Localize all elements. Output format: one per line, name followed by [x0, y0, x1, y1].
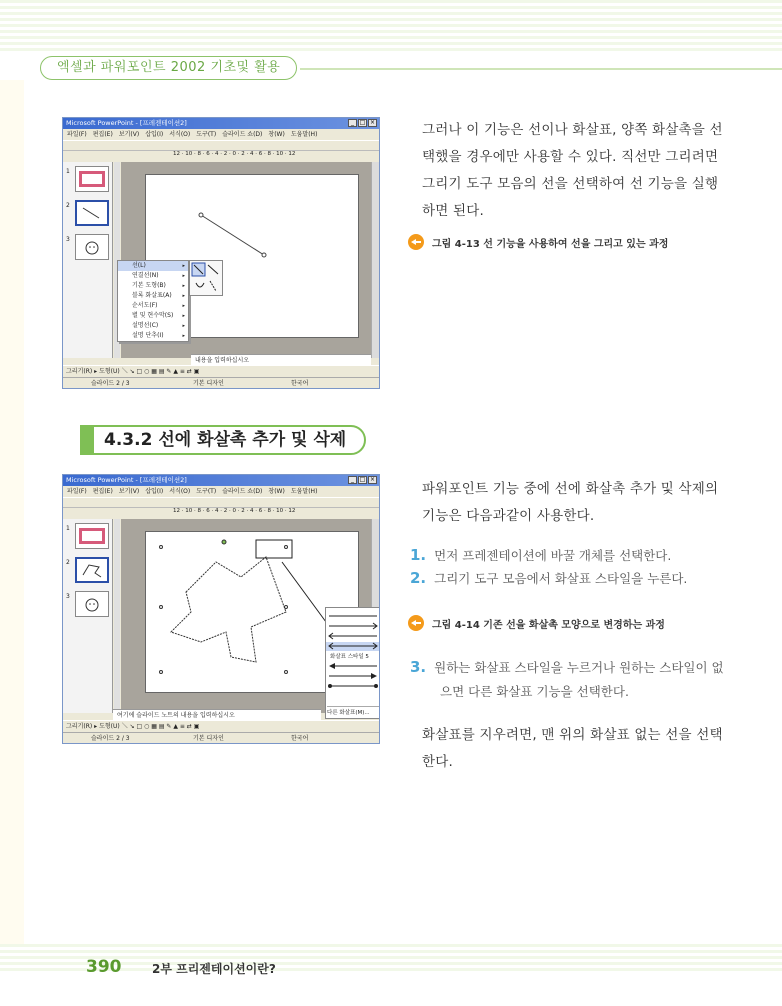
menu-item-connectors[interactable]: 연결선(N) ▸ [118, 271, 188, 281]
powerpoint-screenshot-1 [62, 117, 380, 389]
thumb-number: 3 [66, 593, 70, 600]
menu-format[interactable]: 서식(O) [169, 131, 191, 138]
menu-window[interactable]: 창(W) [268, 488, 285, 495]
close-icon[interactable]: × [369, 119, 376, 126]
step-2 [410, 566, 730, 591]
menu-item-block-arrows[interactable]: 블록 화살표(A) ▸ [118, 291, 188, 301]
menu-bar [63, 486, 379, 497]
page-number: 390 [86, 957, 122, 977]
draw-menu-button[interactable]: 그리기(R) [66, 368, 93, 375]
vertical-scrollbar[interactable] [371, 162, 379, 358]
paragraph-line-feature: 그러나 이 기능은 선이나 화살표, 양쪽 화살촉을 선택했을 경우에만 사용할 수 있다. 직선만 그리려면 그리기 도구 모음의 선을 선택하여 선 기능을 실행하면 된다. [422, 122, 723, 219]
thumb-number: 1 [66, 525, 70, 532]
vertical-ruler [114, 519, 120, 713]
autoshape-menu [117, 260, 189, 342]
menu-edit[interactable]: 편집(E) [92, 488, 113, 495]
slide-thumbnail-1[interactable] [75, 523, 109, 549]
line-preview-icon [77, 202, 107, 224]
draw-menu-button[interactable]: 그리기(R) [66, 723, 93, 730]
autoshape-button[interactable]: 도형(U) [99, 368, 120, 375]
maximize-icon[interactable]: □ [359, 119, 366, 126]
window-title: Microsoft PowerPoint - [프레젠테이션2] [66, 476, 187, 484]
standard-toolbar [63, 140, 379, 151]
menu-view[interactable]: 보기(V) [118, 131, 140, 138]
menu-file[interactable]: 파일(F) [67, 131, 87, 138]
menu-item-stars-banners[interactable]: 별 및 현수막(S) ▸ [118, 311, 188, 321]
caption-text: 그림 4-13 선 기능을 사용하여 선을 그리고 있는 과정 [432, 238, 669, 250]
menu-format[interactable]: 서식(O) [169, 488, 191, 495]
step-text: 원하는 화살표 스타일을 누르거나 원하는 스타일이 없으면 다른 화살표 기능을 선택한다. [434, 660, 724, 699]
thumb-number: 2 [66, 559, 70, 566]
standard-toolbar [63, 497, 379, 508]
top-decor-band [0, 0, 782, 52]
caption-arrow-icon [408, 234, 424, 250]
status-language: 한국어 [291, 380, 309, 387]
menu-tools[interactable]: 도구(T) [196, 488, 217, 495]
menu-help[interactable]: 도움말(H) [290, 131, 318, 138]
slide-art-icon [76, 524, 108, 548]
menu-insert[interactable]: 삽입(I) [145, 131, 164, 138]
step-number: 2. [410, 569, 427, 587]
status-design: 기본 디자인 [193, 380, 224, 387]
line-tool-icons [190, 261, 222, 295]
minimize-icon[interactable]: _ [348, 476, 357, 484]
slide-thumbnail-pane [63, 162, 113, 358]
menu-tools[interactable]: 도구(T) [196, 131, 217, 138]
menu-insert[interactable]: 삽입(I) [145, 488, 164, 495]
menu-bar [63, 129, 379, 140]
window-title: Microsoft PowerPoint - [프레젠테이션2] [66, 119, 187, 127]
notes-placeholder: 내용을 입력하십시오 [195, 357, 250, 364]
menu-item-callouts[interactable]: 설명선(C) ▸ [118, 321, 188, 331]
slide-thumbnail-pane [63, 519, 113, 713]
caption-text: 그림 4-14 기존 선을 화살촉 모양으로 변경하는 과정 [432, 619, 665, 631]
figure-caption-4-13 [408, 234, 668, 250]
drawing-toolbar [63, 720, 379, 731]
menu-slideshow[interactable]: 슬라이드 쇼(D) [222, 131, 263, 138]
more-arrows-option[interactable]: 다른 화살표(M)... [327, 706, 379, 716]
paragraph-arrowhead-intro: 파워포인트 기능 중에 선에 화살촉 추가 및 삭제의 기능은 다음과같이 사용한다. [422, 481, 719, 524]
menu-slideshow[interactable]: 슬라이드 쇼(D) [222, 488, 263, 495]
smiley-icon [76, 592, 108, 616]
status-bar [63, 377, 379, 388]
menu-edit[interactable]: 편집(E) [92, 131, 113, 138]
freeform-preview-icon [77, 559, 107, 581]
arrow-style-label: 화살표 스타일 5 [330, 654, 369, 660]
paragraph-remove-arrow: 화살표를 지우려면, 맨 위의 화살표 없는 선을 선택한다. [422, 727, 723, 770]
horizontal-ruler: 12 · 10 · 8 · 6 · 4 · 2 · 0 · 2 · 4 · 6 · 8 · 10 · 12 [173, 151, 296, 157]
pointer-icon[interactable]: ▸ [94, 723, 100, 730]
menu-item-action-buttons[interactable]: 설명 단추(I) ▸ [118, 331, 188, 341]
step-text: 그리기 도구 모음에서 화살표 스타일을 누른다. [434, 571, 688, 586]
caption-arrow-icon [408, 615, 424, 631]
menu-view[interactable]: 보기(V) [118, 488, 140, 495]
autoshape-button[interactable]: 도형(U) [99, 723, 120, 730]
close-icon[interactable]: × [369, 476, 376, 483]
arrow-style-menu [325, 607, 380, 719]
menu-window[interactable]: 창(W) [268, 131, 285, 138]
minimize-icon[interactable]: _ [348, 119, 357, 127]
pointer-icon[interactable]: ▸ [94, 368, 100, 375]
thumb-number: 2 [66, 202, 70, 209]
window-titlebar [63, 475, 379, 486]
powerpoint-screenshot-2 [62, 474, 380, 744]
status-slide-count: 슬라이드 2 / 3 [91, 735, 130, 742]
part-title: 2부 프리젠테이션이란? [152, 962, 276, 976]
book-title-pill: 엑셀과 파워포인트 2002 기초및 활용 [40, 56, 297, 80]
status-slide-count: 슬라이드 2 / 3 [91, 380, 130, 387]
step-number: 3. [410, 658, 427, 676]
step-text: 먼저 프레젠테이션에 바꿀 개체를 선택한다. [434, 548, 672, 563]
horizontal-ruler: 12 · 10 · 8 · 6 · 4 · 2 · 0 · 2 · 4 · 6 · 8 · 10 · 12 [173, 508, 296, 514]
step-1 [410, 543, 730, 568]
step-3 [410, 655, 730, 704]
status-language: 한국어 [291, 735, 309, 742]
slide-thumbnail-1[interactable] [75, 166, 109, 192]
status-design: 기본 디자인 [193, 735, 224, 742]
status-bar [63, 732, 379, 743]
thumb-number: 1 [66, 168, 70, 175]
menu-item-lines[interactable]: 선(L) ▸ [118, 261, 188, 271]
thumb-number: 3 [66, 236, 70, 243]
shape-tool-icons[interactable]: ＼ ↘ □ ○ ▦ ▤ ✎ ▲ ≡ ⇄ ▣ [121, 368, 200, 375]
slide-thumbnail-3[interactable] [75, 591, 109, 617]
drawing-toolbar [63, 365, 379, 376]
menu-item-basic-shapes[interactable]: 기본 도형(B) ▸ [118, 281, 188, 291]
left-margin-tint [0, 80, 24, 960]
window-titlebar [63, 118, 379, 129]
figure-caption-4-14 [408, 615, 665, 631]
maximize-icon[interactable]: □ [359, 476, 366, 483]
slide-thumbnail-2[interactable] [75, 557, 109, 583]
menu-help[interactable]: 도움말(H) [290, 488, 318, 495]
header-rule [300, 68, 782, 70]
lines-submenu [189, 260, 223, 296]
slide-thumbnail-2[interactable] [75, 200, 109, 226]
slide-thumbnail-3[interactable] [75, 234, 109, 260]
menu-file[interactable]: 파일(F) [67, 488, 87, 495]
section-heading: 4.3.2 선에 화살촉 추가 및 삭제 [92, 425, 366, 455]
menu-item-flowchart[interactable]: 순서도(F) ▸ [118, 301, 188, 311]
step-number: 1. [410, 546, 427, 564]
shape-tool-icons[interactable]: ＼ ↘ □ ○ ▦ ▤ ✎ ▲ ≡ ⇄ ▣ [121, 723, 200, 730]
notes-placeholder: 여기에 슬라이드 노트의 내용을 입력하십시오 [117, 712, 235, 719]
smiley-icon [76, 235, 108, 259]
slide-art-icon [76, 167, 108, 191]
